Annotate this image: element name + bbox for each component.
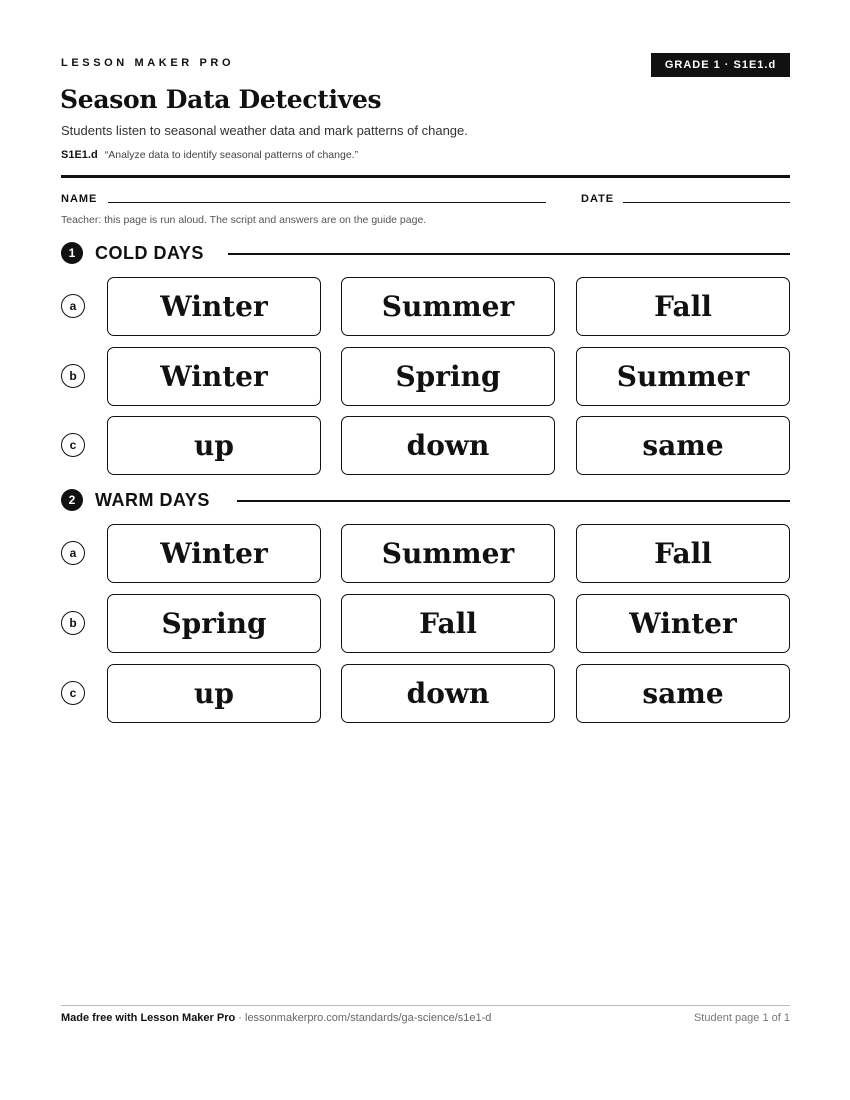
standard-code: S1E1.d [61, 149, 98, 161]
choice-button[interactable]: Winter [576, 594, 790, 653]
choice-button[interactable]: Winter [107, 277, 321, 336]
section-rule [228, 253, 790, 255]
choice-button[interactable]: same [576, 416, 790, 475]
footer-made-with: Made free with Lesson Maker Pro [61, 1012, 236, 1024]
choice-button[interactable]: up [107, 416, 321, 475]
row-letter-c: c [61, 681, 85, 705]
section-title: COLD DAYS [95, 243, 204, 263]
section-cold-days [61, 242, 790, 266]
section-rule [237, 500, 790, 502]
question-row [61, 664, 790, 724]
choice-button[interactable]: Summer [576, 347, 790, 406]
grade-badge: GRADE 1 · S1E1.d [651, 53, 790, 77]
date-field-line[interactable] [623, 202, 790, 203]
page-subtitle: Students listen to seasonal weather data and mark patterns of change. [61, 123, 468, 138]
section-title: WARM DAYS [95, 490, 210, 510]
row-letter-a: a [61, 294, 85, 318]
section-number: 1 [61, 242, 83, 264]
question-row [61, 347, 790, 407]
footer-page-number: Student page 1 of 1 [693, 1012, 790, 1024]
choice-button[interactable]: Spring [107, 594, 321, 653]
choice-button[interactable]: Winter [107, 347, 321, 406]
choice-button[interactable]: down [341, 664, 555, 723]
footer-credit [61, 1012, 491, 1024]
standard-line [61, 149, 358, 161]
choice-button[interactable]: Fall [576, 524, 790, 583]
choice-button[interactable]: Fall [341, 594, 555, 653]
question-row [61, 277, 790, 337]
choice-button[interactable]: up [107, 664, 321, 723]
standard-text: “Analyze data to identify seasonal patterns of change.” [104, 149, 359, 161]
choice-button[interactable]: same [576, 664, 790, 723]
choice-button[interactable]: Spring [341, 347, 555, 406]
choice-button[interactable]: Fall [576, 277, 790, 336]
row-letter-b: b [61, 364, 85, 388]
footer-divider [61, 1005, 790, 1006]
row-letter-a: a [61, 541, 85, 565]
footer-url[interactable]: · lessonmakerpro.com/standards/ga-science/s1e1-d [235, 1012, 492, 1024]
question-row [61, 524, 790, 584]
choice-button[interactable]: Summer [341, 277, 555, 336]
choice-button[interactable]: Summer [341, 524, 555, 583]
question-row [61, 416, 790, 476]
section-number: 2 [61, 489, 83, 511]
row-letter-b: b [61, 611, 85, 635]
row-letter-c: c [61, 433, 85, 457]
page-title: Season Data Detectives [60, 85, 382, 114]
question-row [61, 594, 790, 654]
name-field-line[interactable] [108, 202, 546, 203]
choice-button[interactable]: down [341, 416, 555, 475]
brand-name: LESSON MAKER PRO [61, 57, 235, 69]
date-label: DATE [581, 193, 615, 205]
teacher-note: Teacher: this page is run aloud. The script and answers are on the guide page. [61, 214, 427, 226]
name-label: NAME [61, 193, 98, 205]
choice-button[interactable]: Winter [107, 524, 321, 583]
header-divider [61, 175, 790, 178]
section-warm-days [61, 489, 790, 513]
